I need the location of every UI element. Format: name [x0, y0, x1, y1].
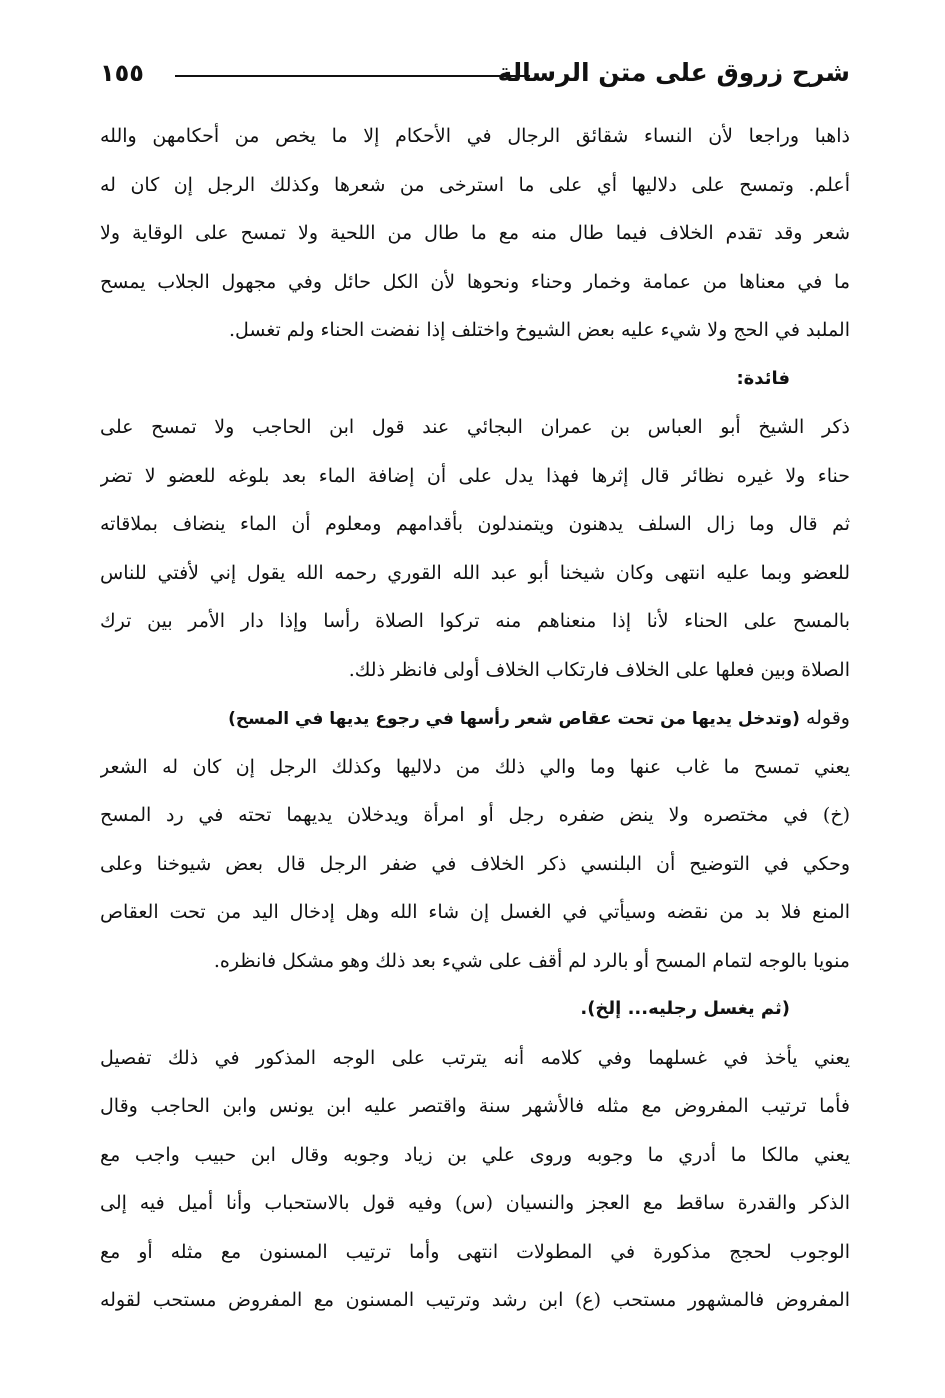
text-line: بالمسح على الحناء لأنا إذا منعناهم منه تركوا الصلاة رأسا وإذا دار الأمر بين ترك: [100, 610, 850, 632]
text-line: الذكر والقدرة ساقط مع العجز والنسيان (س) وفيه قول بالاستحباب وأنا أميل فيه إلى: [100, 1192, 850, 1214]
text-line: يعني مالكا ما أدري ما وجوبه وروى علي بن زياد وجوبه وقال ابن حبيب واجب مع: [100, 1143, 850, 1166]
text-line: حناء ولا غيره نظائر قال إثرها فهذا يدل على أن إضافة الماء بعد بلوغه للعضو لا تضر: [100, 464, 850, 487]
page-number: ١٥٥: [100, 59, 144, 87]
text-line: الوجوب لحجج مذكورة في المطولات انتهى وأما ترتيب المسنون مع مثله أو مع: [100, 1240, 850, 1263]
text-line: ثم قال وما زال السلف يدهنون ويتمندلون بأقدامهم ومعلوم أن الماء ينضاف بملاقاته: [100, 513, 850, 535]
page-body: [100, 112, 850, 1325]
text-line: للعضو وبما عليه انتهى وكان شيخنا أبو عبد الله القوري رحمه الله يقول إني لأفتي للناس: [100, 561, 850, 584]
header-rule: [175, 75, 530, 77]
text-line: فأما ترتيب المفروض مع مثله فالأشهر سنة واقتصر عليه ابن يونس وابن الحاجب وقال: [100, 1095, 850, 1117]
quote-line: [100, 694, 850, 743]
running-title: شرح زروق على متن الرسالة: [497, 58, 850, 87]
section-heading: (ثم يغسل رجليه... إلخ).: [580, 998, 790, 1019]
text-line: يعني يأخذ في غسلهما وفي كلامه أنه يترتب على الوجه المذكور في ذلك تفصيل: [100, 1046, 850, 1069]
text-line: ما في معناها من عمامة وخمار وحناء ونحوها لأن الكل حائل وفي مجهول الجلاب يمسح: [100, 270, 850, 293]
quote-intro: وقوله: [805, 707, 850, 729]
text-line: منويا بالوجه لتمام المسح أو بالرد لم أقف على شيء بعد ذلك وهو مشكل فانظره.: [213, 949, 850, 972]
text-line: أعلم. وتمسح على دلاليها أي على ما استرخى من شعرها وكذلك الرجل إن كان له: [100, 173, 850, 196]
text-line: وحكي في التوضيح أن البلنسي ذكر الخلاف في ضفر الرجل قال بعض شيوخنا وعلى: [100, 852, 850, 875]
page-header: [100, 50, 850, 96]
text-line: شعر وقد تقدم الخلاف فيما طال منه مع ما طال من اللحية ولا تمسح على الوقاية ولا: [100, 222, 850, 244]
text-line: يعني تمسح ما غاب عنها وما والي ذلك من دلاليها وكذلك الرجل إن كان له الشعر: [100, 755, 850, 778]
text-line: الملبد في الحج ولا شيء عليه بعض الشيوخ واختلف إذا نفضت الحناء ولم تغسل.: [228, 319, 850, 341]
text-line: المنع فلا بد من نقضه وسيأتي في الغسل إن شاء الله وهل إدخال اليد من تحت العقاص: [100, 901, 850, 923]
text-line: (خ) في مختصره ولا ينض ضفره رجل أو امرأة ويدخلان يديهما تحته في رد المسح: [100, 804, 850, 826]
text-line: الصلاة وبين فعلها على الخلاف فارتكاب الخلاف أولى فانظر ذلك.: [348, 658, 850, 681]
text-line: المفروض فالمشهور مستحب (ع) ابن رشد وترتيب المسنون مع المفروض مستحب لقوله: [100, 1289, 850, 1311]
text-line: ذاهبا وراجعا لأن النساء شقائق الرجال في الأحكام إلا ما يخص من أحكامهن والله: [100, 125, 850, 147]
faida-heading: فائدة:: [736, 367, 790, 389]
text-line: ذكر الشيخ أبو العباس بن عمران البجائي عند قول ابن الحاجب ولا تمسح على: [100, 416, 850, 438]
matn-quote: (وتدخل يديها من تحت عقاص شعر رأسها في رجوع يديها في المسح): [228, 709, 800, 729]
